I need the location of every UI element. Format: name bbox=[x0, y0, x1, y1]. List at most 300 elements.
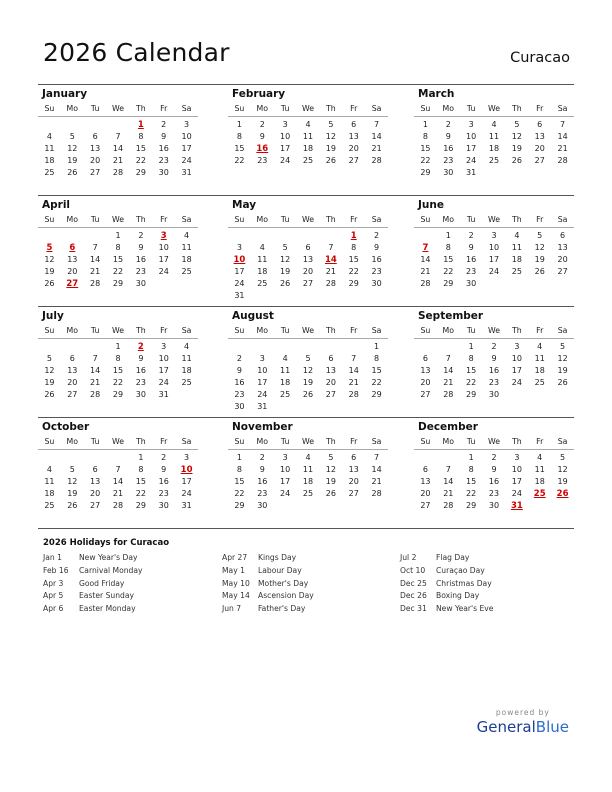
month-name: November bbox=[232, 421, 293, 433]
logo-part-blue: Blue bbox=[535, 718, 569, 736]
weekday-label: Sa bbox=[557, 215, 568, 224]
month-september bbox=[414, 309, 574, 401]
empty-day-cell bbox=[505, 278, 528, 290]
day-cell: 21 bbox=[371, 144, 382, 153]
day-cell: 6 bbox=[351, 120, 357, 129]
day-cell: 19 bbox=[280, 267, 291, 276]
weekday-label: We bbox=[487, 215, 501, 224]
day-cell: 6 bbox=[305, 243, 311, 252]
weekday-label: We bbox=[301, 326, 315, 335]
week-row bbox=[414, 143, 574, 155]
day-cell: 18 bbox=[44, 156, 55, 165]
day-cell: 22 bbox=[234, 489, 245, 498]
day-cell: 8 bbox=[236, 465, 242, 474]
weekday-label: Sa bbox=[181, 104, 192, 113]
empty-day-cell bbox=[319, 401, 342, 413]
week-row bbox=[228, 452, 388, 464]
weekday-label: We bbox=[111, 437, 125, 446]
holiday-name: Ascension Day bbox=[258, 591, 314, 601]
holiday-day-cell: 10 bbox=[180, 465, 193, 475]
day-cell: 27 bbox=[302, 279, 314, 288]
day-cell: 22 bbox=[371, 378, 382, 387]
day-cell: 8 bbox=[138, 465, 144, 474]
holiday-day-cell: 5 bbox=[46, 243, 53, 253]
day-cell: 21 bbox=[348, 378, 359, 387]
day-cell: 21 bbox=[371, 477, 382, 486]
holiday-item bbox=[400, 552, 575, 565]
weekday-label: Fr bbox=[350, 104, 358, 113]
day-cell: 24 bbox=[511, 489, 522, 498]
empty-day-cell bbox=[297, 230, 320, 242]
day-cell: 23 bbox=[135, 267, 146, 276]
day-cell: 2 bbox=[259, 453, 265, 462]
week-row bbox=[414, 131, 574, 143]
week-row bbox=[414, 488, 574, 500]
day-cell: 18 bbox=[44, 489, 55, 498]
holiday-name: Christmas Day bbox=[436, 578, 492, 588]
day-cell: 25 bbox=[534, 378, 545, 387]
day-cell: 23 bbox=[466, 267, 477, 276]
day-cell: 13 bbox=[325, 366, 336, 375]
day-cell: 17 bbox=[158, 255, 169, 264]
day-cell: 9 bbox=[138, 354, 144, 363]
country-label: Curacao bbox=[510, 50, 570, 66]
month-name: March bbox=[418, 88, 455, 100]
day-cell: 13 bbox=[420, 477, 431, 486]
day-cell: 7 bbox=[374, 453, 380, 462]
weekday-header bbox=[228, 213, 388, 228]
day-cell: 17 bbox=[234, 267, 245, 276]
weekday-header bbox=[414, 324, 574, 339]
week-row bbox=[38, 242, 198, 254]
weekday-label: Mo bbox=[256, 326, 269, 335]
day-cell: 15 bbox=[234, 144, 245, 153]
day-cell: 13 bbox=[67, 255, 78, 264]
day-cell: 20 bbox=[67, 378, 78, 387]
empty-day-cell bbox=[414, 341, 437, 353]
day-cell: 2 bbox=[138, 231, 144, 240]
day-cell: 10 bbox=[466, 132, 477, 141]
week-row bbox=[228, 377, 388, 389]
day-cell: 31 bbox=[234, 291, 245, 300]
weekday-label: Th bbox=[512, 437, 522, 446]
holiday-day-cell: 14 bbox=[324, 255, 337, 265]
holiday-date: Jan 1 bbox=[43, 553, 62, 562]
day-cell: 24 bbox=[257, 390, 268, 399]
weekday-label: Mo bbox=[66, 326, 79, 335]
day-cell: 15 bbox=[112, 366, 124, 375]
empty-day-cell bbox=[84, 452, 107, 464]
day-cell: 15 bbox=[348, 255, 359, 264]
empty-day-cell bbox=[528, 167, 551, 179]
day-cell: 4 bbox=[305, 453, 311, 462]
holiday-item bbox=[400, 565, 575, 578]
day-cell: 28 bbox=[112, 501, 124, 510]
holiday-name: Flag Day bbox=[436, 553, 470, 562]
holiday-name: Curaçao Day bbox=[436, 565, 485, 575]
empty-day-cell bbox=[414, 452, 437, 464]
day-cell: 26 bbox=[280, 279, 291, 288]
empty-day-cell bbox=[319, 341, 342, 353]
day-cell: 8 bbox=[374, 354, 380, 363]
holiday-item bbox=[43, 565, 218, 578]
day-cell: 21 bbox=[325, 267, 336, 276]
day-cell: 7 bbox=[445, 354, 451, 363]
day-cell: 20 bbox=[348, 477, 359, 486]
day-cell: 30 bbox=[135, 279, 146, 288]
day-cell: 30 bbox=[257, 501, 268, 510]
week-row bbox=[38, 119, 198, 131]
day-cell: 8 bbox=[138, 132, 144, 141]
day-cell: 12 bbox=[44, 366, 55, 375]
week-row bbox=[228, 290, 388, 302]
day-cell: 26 bbox=[302, 390, 314, 399]
weekday-label: Mo bbox=[442, 326, 455, 335]
weekday-label: Su bbox=[234, 104, 245, 113]
empty-day-cell bbox=[297, 341, 320, 353]
day-cell: 4 bbox=[184, 342, 190, 351]
day-cell: 3 bbox=[184, 120, 190, 129]
empty-day-cell bbox=[551, 167, 574, 179]
day-cell: 15 bbox=[466, 366, 477, 375]
week-row bbox=[38, 377, 198, 389]
week-row bbox=[38, 476, 198, 488]
day-cell: 3 bbox=[491, 231, 497, 240]
day-cell: 26 bbox=[67, 168, 78, 177]
month-february bbox=[228, 87, 388, 167]
month-name: February bbox=[232, 88, 286, 100]
weekday-label: Sa bbox=[181, 437, 192, 446]
holiday-name: Easter Sunday bbox=[79, 591, 135, 601]
week-row bbox=[38, 488, 198, 500]
day-cell: 25 bbox=[280, 390, 291, 399]
weekday-label: Tu bbox=[280, 104, 290, 113]
day-cell: 13 bbox=[348, 465, 359, 474]
day-cell: 30 bbox=[158, 168, 169, 177]
day-cell: 24 bbox=[466, 156, 477, 165]
day-cell: 11 bbox=[181, 243, 192, 252]
day-cell: 14 bbox=[90, 366, 101, 375]
day-cell: 9 bbox=[259, 465, 265, 474]
day-cell: 23 bbox=[257, 489, 268, 498]
empty-day-cell bbox=[84, 119, 107, 131]
day-cell: 27 bbox=[348, 156, 359, 165]
week-row bbox=[38, 341, 198, 353]
weekday-label: Tu bbox=[466, 326, 476, 335]
week-row bbox=[38, 278, 198, 290]
day-cell: 7 bbox=[92, 354, 98, 363]
day-cell: 28 bbox=[557, 156, 568, 165]
day-cell: 21 bbox=[90, 267, 101, 276]
day-cell: 22 bbox=[443, 267, 454, 276]
holiday-date: May 1 bbox=[222, 565, 245, 575]
weekday-label: Th bbox=[136, 104, 146, 113]
holiday-day-cell: 10 bbox=[233, 255, 246, 265]
day-cell: 28 bbox=[371, 489, 382, 498]
month-name: September bbox=[418, 310, 484, 322]
day-cell: 9 bbox=[468, 243, 474, 252]
day-cell: 27 bbox=[90, 168, 101, 177]
day-cell: 10 bbox=[158, 243, 169, 252]
day-cell: 23 bbox=[135, 378, 146, 387]
day-cell: 27 bbox=[90, 501, 101, 510]
day-cell: 24 bbox=[280, 489, 291, 498]
holiday-item bbox=[400, 578, 575, 591]
weekday-label: Fr bbox=[350, 437, 358, 446]
empty-day-cell bbox=[274, 401, 297, 413]
day-cell: 9 bbox=[491, 465, 497, 474]
day-cell: 10 bbox=[280, 465, 291, 474]
day-cell: 6 bbox=[69, 354, 75, 363]
weekday-label: Th bbox=[326, 104, 336, 113]
holiday-item bbox=[400, 603, 575, 616]
day-cell: 31 bbox=[466, 168, 477, 177]
empty-day-cell bbox=[297, 401, 320, 413]
powered-by-label: powered by bbox=[495, 708, 550, 717]
day-cell: 28 bbox=[325, 279, 336, 288]
day-cell: 13 bbox=[302, 255, 314, 264]
weekday-label: Mo bbox=[66, 215, 79, 224]
day-cell: 29 bbox=[234, 501, 245, 510]
day-cell: 2 bbox=[259, 120, 265, 129]
day-cell: 9 bbox=[161, 465, 167, 474]
empty-day-cell bbox=[175, 278, 198, 290]
empty-day-cell bbox=[319, 230, 342, 242]
week-row bbox=[38, 254, 198, 266]
day-cell: 11 bbox=[302, 465, 314, 474]
weekday-label: Su bbox=[234, 215, 245, 224]
day-cell: 31 bbox=[181, 501, 192, 510]
weekday-label: Fr bbox=[160, 326, 168, 335]
day-cell: 30 bbox=[488, 501, 500, 510]
week-row bbox=[414, 365, 574, 377]
day-cell: 12 bbox=[67, 477, 78, 486]
day-cell: 7 bbox=[92, 243, 98, 252]
day-cell: 10 bbox=[158, 354, 169, 363]
day-cell: 16 bbox=[135, 366, 146, 375]
empty-day-cell bbox=[342, 401, 365, 413]
empty-day-cell bbox=[483, 278, 506, 290]
day-cell: 20 bbox=[534, 144, 545, 153]
empty-day-cell bbox=[551, 389, 574, 401]
empty-day-cell bbox=[228, 230, 251, 242]
weekday-label: Su bbox=[234, 437, 245, 446]
empty-day-cell bbox=[84, 230, 107, 242]
day-cell: 20 bbox=[90, 156, 101, 165]
week-row bbox=[228, 488, 388, 500]
weekday-label: We bbox=[301, 437, 315, 446]
week-row bbox=[38, 353, 198, 365]
month-name: October bbox=[42, 421, 90, 433]
week-row bbox=[414, 266, 574, 278]
day-cell: 9 bbox=[491, 354, 497, 363]
day-cell: 2 bbox=[468, 231, 474, 240]
day-cell: 17 bbox=[488, 255, 500, 264]
holiday-column bbox=[43, 552, 218, 616]
day-cell: 18 bbox=[534, 366, 545, 375]
weekday-label: Mo bbox=[442, 215, 455, 224]
empty-day-cell bbox=[38, 119, 61, 131]
weekday-label: Fr bbox=[350, 326, 358, 335]
week-row bbox=[38, 500, 198, 512]
quarter-row bbox=[38, 417, 574, 529]
day-cell: 23 bbox=[158, 156, 169, 165]
day-cell: 21 bbox=[90, 378, 101, 387]
empty-day-cell bbox=[414, 230, 437, 242]
week-row bbox=[228, 242, 388, 254]
day-cell: 22 bbox=[420, 156, 431, 165]
day-cell: 28 bbox=[112, 168, 124, 177]
day-cell: 30 bbox=[135, 390, 146, 399]
day-cell: 19 bbox=[534, 255, 545, 264]
weekday-label: Th bbox=[136, 326, 146, 335]
holiday-item bbox=[222, 603, 397, 616]
day-cell: 11 bbox=[44, 144, 55, 153]
weekday-label: Mo bbox=[256, 215, 269, 224]
day-cell: 3 bbox=[514, 342, 520, 351]
day-cell: 16 bbox=[135, 255, 146, 264]
weekday-label: Mo bbox=[66, 437, 79, 446]
day-cell: 20 bbox=[325, 378, 336, 387]
weekday-label: Th bbox=[512, 215, 522, 224]
week-row bbox=[414, 464, 574, 476]
day-cell: 15 bbox=[443, 255, 454, 264]
holiday-date: Apr 27 bbox=[222, 553, 248, 562]
empty-day-cell bbox=[152, 278, 175, 290]
day-cell: 11 bbox=[534, 465, 545, 474]
empty-day-cell bbox=[551, 500, 574, 512]
weekday-header bbox=[414, 213, 574, 228]
empty-day-cell bbox=[297, 500, 320, 512]
day-cell: 28 bbox=[348, 390, 359, 399]
day-cell: 31 bbox=[158, 390, 169, 399]
day-cell: 20 bbox=[557, 255, 568, 264]
month-june bbox=[414, 198, 574, 290]
week-row bbox=[228, 143, 388, 155]
day-cell: 20 bbox=[348, 144, 359, 153]
week-row bbox=[414, 476, 574, 488]
empty-day-cell bbox=[61, 230, 84, 242]
week-row bbox=[38, 131, 198, 143]
day-cell: 2 bbox=[445, 120, 451, 129]
day-cell: 18 bbox=[511, 255, 522, 264]
day-cell: 29 bbox=[371, 390, 382, 399]
day-cell: 11 bbox=[534, 354, 545, 363]
weekday-header bbox=[38, 324, 198, 339]
week-row bbox=[228, 155, 388, 167]
week-row bbox=[38, 230, 198, 242]
weekday-label: Mo bbox=[66, 104, 79, 113]
week-row bbox=[38, 452, 198, 464]
day-cell: 26 bbox=[67, 501, 78, 510]
empty-day-cell bbox=[61, 119, 84, 131]
holiday-item bbox=[222, 578, 397, 591]
day-cell: 9 bbox=[374, 243, 380, 252]
day-cell: 21 bbox=[557, 144, 568, 153]
week-row bbox=[414, 155, 574, 167]
weekday-label: Tu bbox=[466, 104, 476, 113]
day-cell: 10 bbox=[511, 354, 522, 363]
quarter-row bbox=[38, 306, 574, 417]
week-row bbox=[38, 389, 198, 401]
day-cell: 13 bbox=[557, 243, 568, 252]
day-cell: 13 bbox=[90, 144, 101, 153]
day-cell: 17 bbox=[280, 144, 291, 153]
day-cell: 2 bbox=[161, 120, 167, 129]
weekday-label: Fr bbox=[536, 215, 544, 224]
week-row bbox=[414, 500, 574, 512]
day-cell: 5 bbox=[560, 453, 566, 462]
day-cell: 31 bbox=[257, 402, 268, 411]
day-cell: 26 bbox=[325, 156, 336, 165]
day-cell: 10 bbox=[280, 132, 291, 141]
day-cell: 14 bbox=[371, 465, 382, 474]
day-cell: 8 bbox=[468, 354, 474, 363]
day-cell: 17 bbox=[511, 366, 522, 375]
weekday-label: Tu bbox=[90, 215, 100, 224]
day-cell: 29 bbox=[348, 279, 359, 288]
day-cell: 5 bbox=[305, 354, 311, 363]
day-cell: 18 bbox=[488, 144, 500, 153]
holiday-item bbox=[400, 590, 575, 603]
holiday-name: Labour Day bbox=[258, 565, 302, 575]
day-cell: 12 bbox=[557, 354, 568, 363]
day-cell: 29 bbox=[466, 390, 477, 399]
weekday-label: Sa bbox=[557, 326, 568, 335]
day-cell: 23 bbox=[257, 156, 268, 165]
day-cell: 3 bbox=[514, 453, 520, 462]
day-cell: 1 bbox=[468, 453, 474, 462]
weekday-label: We bbox=[487, 326, 501, 335]
day-cell: 3 bbox=[161, 342, 167, 351]
quarter-row bbox=[38, 84, 574, 195]
day-cell: 11 bbox=[488, 132, 500, 141]
week-row bbox=[228, 254, 388, 266]
day-cell: 24 bbox=[158, 378, 169, 387]
day-cell: 27 bbox=[67, 390, 78, 399]
generalblue-logo bbox=[477, 718, 569, 736]
weekday-label: Tu bbox=[466, 215, 476, 224]
day-cell: 15 bbox=[466, 477, 477, 486]
day-cell: 16 bbox=[257, 477, 268, 486]
day-cell: 17 bbox=[181, 144, 192, 153]
day-cell: 22 bbox=[466, 489, 477, 498]
day-cell: 30 bbox=[234, 402, 245, 411]
empty-day-cell bbox=[274, 500, 297, 512]
weekday-label: Su bbox=[44, 326, 55, 335]
holiday-item bbox=[222, 590, 397, 603]
month-name: January bbox=[42, 88, 88, 100]
day-cell: 29 bbox=[135, 168, 146, 177]
day-cell: 25 bbox=[44, 501, 55, 510]
weekday-header bbox=[414, 435, 574, 450]
weekday-label: Th bbox=[512, 104, 522, 113]
weekday-label: Sa bbox=[557, 104, 568, 113]
holiday-date: Dec 26 bbox=[400, 591, 427, 601]
day-cell: 28 bbox=[443, 390, 454, 399]
week-row bbox=[228, 131, 388, 143]
day-cell: 8 bbox=[115, 243, 121, 252]
week-row bbox=[414, 389, 574, 401]
day-cell: 24 bbox=[158, 267, 169, 276]
week-row bbox=[228, 500, 388, 512]
month-july bbox=[38, 309, 198, 401]
day-cell: 18 bbox=[280, 378, 291, 387]
empty-day-cell bbox=[365, 290, 388, 302]
day-cell: 6 bbox=[422, 354, 428, 363]
weekday-label: We bbox=[111, 326, 125, 335]
day-cell: 28 bbox=[420, 279, 431, 288]
